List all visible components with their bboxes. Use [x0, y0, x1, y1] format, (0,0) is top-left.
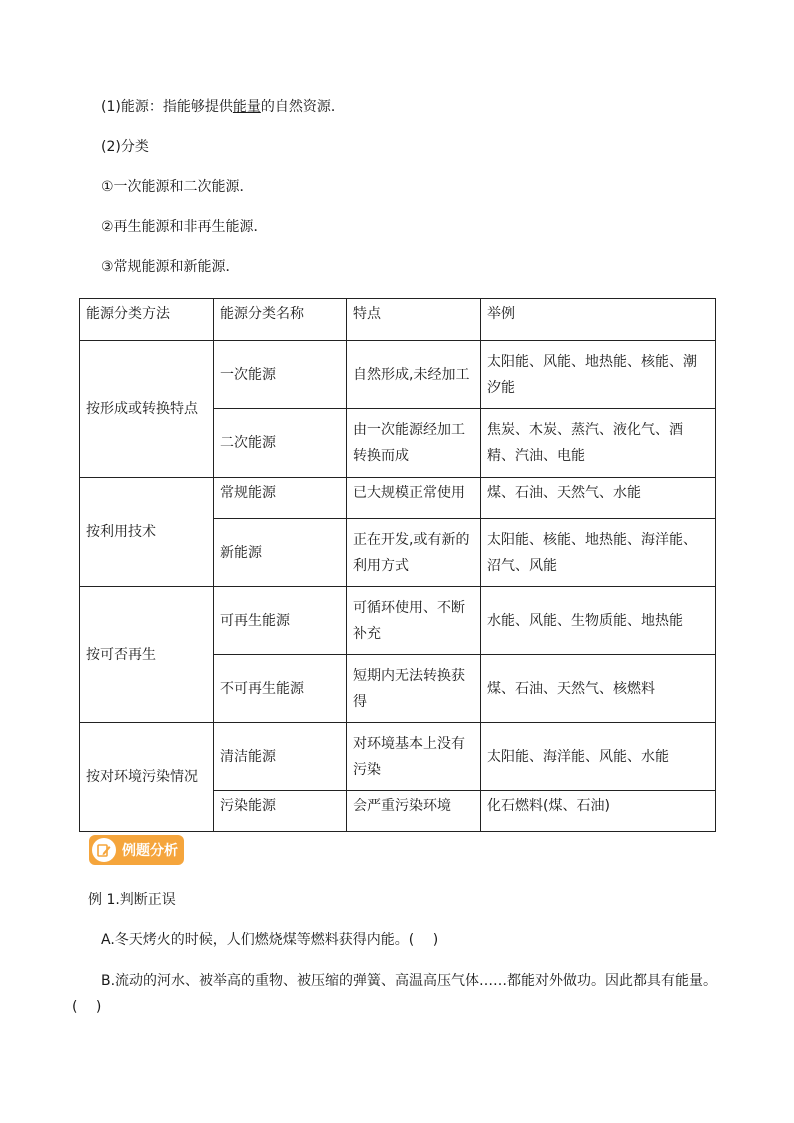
example-cell: 煤、石油、天然气、水能	[481, 478, 716, 519]
feature-cell: 自然形成,未经加工	[347, 341, 481, 409]
feature-cell: 已大规模正常使用	[347, 478, 481, 519]
feature-cell: 短期内无法转换获得	[347, 655, 481, 723]
example-title: 例 1.判断正误	[88, 892, 176, 908]
classification-item-1: ①一次能源和二次能源．	[101, 179, 254, 195]
name-cell: 常规能源	[214, 478, 347, 519]
classification-item-2: ②再生能源和非再生能源．	[101, 219, 268, 235]
header-method: 能源分类方法	[80, 299, 214, 341]
example-cell: 太阳能、海洋能、风能、水能	[481, 723, 716, 791]
header-example: 举例	[481, 299, 716, 341]
name-cell: 新能源	[214, 519, 347, 587]
table-row	[80, 478, 716, 519]
table-row	[80, 723, 716, 791]
table-row	[80, 341, 716, 409]
example-cell: 煤、石油、天然气、核燃料	[481, 655, 716, 723]
example-statement-b: B.流动的河水、被举高的重物、被压缩的弹簧、高温高压气体……都能对外做功。因此都具有能量。	[101, 973, 718, 989]
example-cell: 太阳能、核能、地热能、海洋能、沼气、风能	[481, 519, 716, 587]
example-statement-a: A.冬天烤火的时候，人们燃烧煤等燃料获得内能。( )	[101, 932, 439, 948]
feature-cell: 由一次能源经加工转换而成	[347, 409, 481, 478]
method-cell: 按可否再生	[80, 587, 214, 723]
feature-cell: 对环境基本上没有污染	[347, 723, 481, 791]
energy-classification-table	[79, 298, 716, 832]
example-cell: 化石燃料(煤、石油)	[481, 791, 716, 832]
name-cell: 污染能源	[214, 791, 347, 832]
name-cell: 一次能源	[214, 341, 347, 409]
example-cell: 焦炭、木炭、蒸汽、液化气、酒精、汽油、电能	[481, 409, 716, 478]
classification-item-3: ③常规能源和新能源．	[101, 259, 240, 275]
example-cell: 水能、风能、生物质能、地热能	[481, 587, 716, 655]
pencil-note-icon	[92, 838, 116, 862]
underlined-term: 能量	[232, 99, 261, 115]
method-cell: 按形成或转换特点	[80, 341, 214, 478]
feature-cell: 正在开发,或有新的利用方式	[347, 519, 481, 587]
example-cell: 太阳能、风能、地热能、核能、潮汐能	[481, 341, 716, 409]
badge-label: 例题分析	[122, 843, 178, 859]
header-feature: 特点	[347, 299, 481, 341]
table-header-row	[80, 299, 716, 341]
name-cell: 不可再生能源	[214, 655, 347, 723]
definition-line: (1)能源：指能够提供能量的自然资源．	[101, 99, 345, 115]
example-analysis-badge	[89, 835, 184, 865]
classification-heading: (2)分类	[101, 139, 149, 155]
feature-cell: 会严重污染环境	[347, 791, 481, 832]
feature-cell: 可循环使用、不断补充	[347, 587, 481, 655]
method-cell: 按对环境污染情况	[80, 723, 214, 832]
name-cell: 可再生能源	[214, 587, 347, 655]
table-row	[80, 587, 716, 655]
header-name: 能源分类名称	[214, 299, 347, 341]
name-cell: 二次能源	[214, 409, 347, 478]
name-cell: 清洁能源	[214, 723, 347, 791]
method-cell: 按利用技术	[80, 478, 214, 587]
example-statement-b-bracket: ( )	[72, 999, 102, 1015]
